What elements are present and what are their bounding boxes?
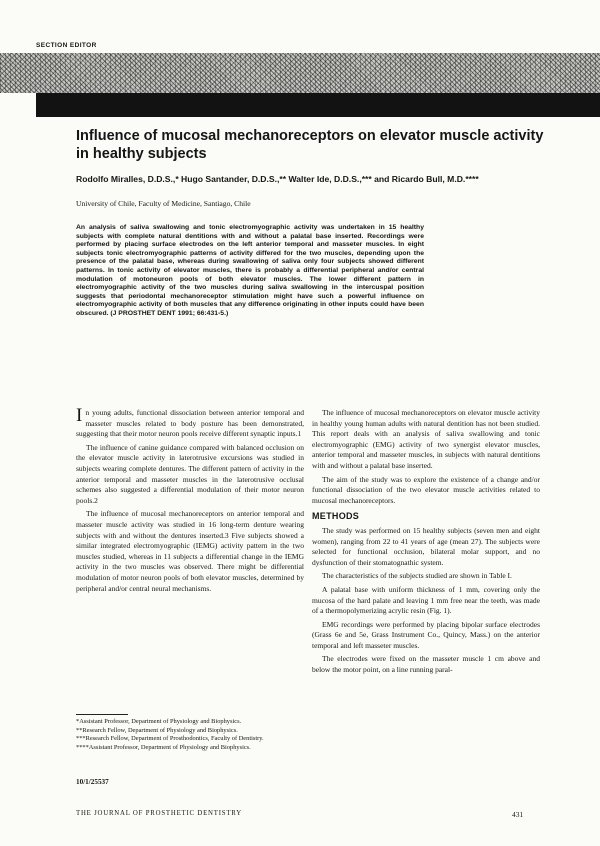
- drop-cap: I: [76, 405, 83, 426]
- footer-journal-name: THE JOURNAL OF PROSTHETIC DENTISTRY: [76, 810, 242, 817]
- intro-paragraph-4: The influence of mucosal mechanoreceptors on elevator muscle activity in healthy young human adults with natural dentition has not been studied. This report deals with an analysis of saliva swallowing and tonic electromyographic (EMG) activity of two synergist elevator muscles, anterior temporal and masseter muscles, in subjects with natural dentitions with and without a palatal base inserted.: [312, 408, 540, 470]
- intro-paragraph-5: The aim of the study was to explore the existence of a change and/or functional dissociation of the two elevator muscle activities related to mucosal mechanoreceptors.: [312, 474, 540, 505]
- intro-paragraph-3: The influence of mucosal mechanoreceptors on anterior temporal and masseter muscle activity was studied in 16 long-term denture wearing subjects with and without the dentures inserted.3 Five subjects showed a similar integrated electromyographic (IEMG) activity pattern in the two muscles studied, whereas in 11 subjects a differential change in the IEMG activity in the two muscles was observed. There might be differential modulation of motor neuron pools of both elevator muscles, determined by peripheral and/or central neural mechanisms.: [76, 509, 304, 593]
- intro-paragraph-1-text: n young adults, functional dissociation between anterior temporal and masseter muscles related to body posture has been demonstrated, suggesting that their motor neuron pools receive different synaptic inputs.1: [76, 408, 304, 439]
- footnote: *Assistant Professor, Department of Physiology and Biophysics.: [76, 718, 242, 725]
- header-black-bar: [36, 93, 600, 117]
- methods-paragraph-2: The characteristics of the subjects studied are shown in Table I.: [322, 571, 512, 581]
- article-authors: Rodolfo Miralles, D.D.S.,* Hugo Santander, D.D.S.,** Walter Ide, D.D.S.,*** and Ricardo Bull, M.D.****: [76, 174, 479, 184]
- footnote: ***Research Fellow, Department of Prosthodontics, Faculty of Dentistry.: [76, 735, 264, 743]
- article-title: Influence of mucosal mechanoreceptors on elevator muscle activity in healthy subjects: [76, 128, 544, 162]
- methods-paragraph-3: A palatal base with uniform thickness of 1 mm, covering only the mucosa of the hard palate and leaving 1 mm free near the teeth, was made of a thermopolymerizing acrylic resin (Fig. 1).: [312, 584, 540, 616]
- article-affiliation: University of Chile, Faculty of Medicine, Santiago, Chile: [76, 199, 251, 208]
- footnote: ****Assistant Professor, Department of Physiology and Biophysics.: [76, 743, 251, 751]
- footnote-divider: [76, 714, 128, 715]
- body-column-right: [312, 408, 540, 679]
- intro-paragraph-2: The influence of canine guidance compared with balanced occlusion on the elevator muscle activity in laterotrusive excursions was studied in subjects wearing complete dentures. The different pattern of activity in the anterior temporal and masseter muscles in the laterotrusive occlusal schemes also suggested a differential modulation of their motor neuron pools.2: [76, 442, 304, 505]
- footnote: **Research Fellow, Department of Physiology and Biophysics.: [76, 726, 238, 734]
- page-number: 431: [512, 810, 524, 819]
- footnotes: [76, 718, 304, 752]
- document-id: 10/1/25537: [76, 778, 109, 786]
- methods-heading: METHODS: [312, 511, 360, 522]
- article-abstract: An analysis of saliva swallowing and tonic electromyographic activity was undertaken in 15 healthy subjects with complete natural dentitions with and without a palatal base inserted. Recordings were performed by placing surface electrodes on the left anterior temporal and masseter muscles. In eight subjects tonic electromyographic patterns of activity differed for the two muscles, depending upon the presence of the palatal base, whereas during swallowing of saliva only four subjects showed different patterns. In tonic activity of elevator muscles, there is probably a differential peripheral and/or central modulation of motoneuron pools of both elevator muscles. The lower different pattern in electromyographic activity of the two muscles during saliva swallowing in the intercuspal position suggests that periodontal mechanoreceptor stimulation might have such a powerful influence on electromyographic activity of both muscles that any difference originating in other inputs could have been obscured. (J PROSTHET DENT 1991; 66:431-5.): [76, 224, 424, 317]
- body-column-left: [76, 405, 304, 597]
- intro-paragraph-1: [76, 405, 304, 440]
- methods-paragraph-4: EMG recordings were performed by placing bipolar surface electrodes (Grass 6e and 5e, Grass Instrument Co., Quincy, Mass.) on the anterior temporal and left masseter muscles.: [312, 619, 540, 650]
- methods-paragraph-1: The study was performed on 15 healthy subjects (seven men and eight women), ranging from 22 to 41 years of age (mean 27). The subjects were selected for functional occlusion, bilateral molar support, and no dysfunction of their stomatognathic system.: [312, 525, 540, 567]
- section-editor-label: SECTION EDITOR: [36, 42, 97, 49]
- methods-paragraph-5: The electrodes were fixed on the masseter muscle 1 cm above and below the motor point, on a line running paral-: [312, 654, 540, 675]
- header-halftone-band: [0, 53, 600, 93]
